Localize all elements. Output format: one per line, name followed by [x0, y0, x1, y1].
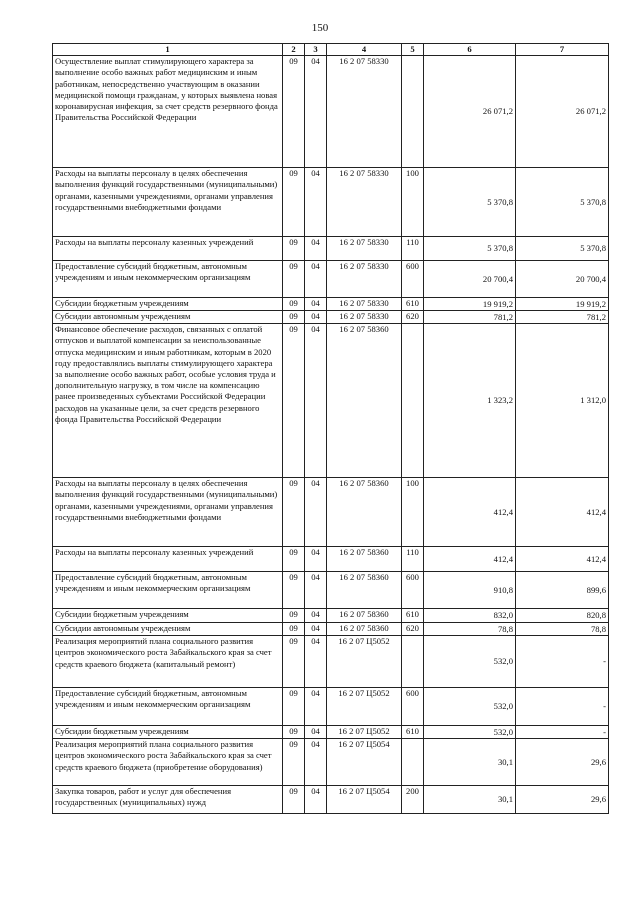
section-code: 09 — [283, 547, 305, 572]
expense-type-code: 100 — [402, 168, 424, 237]
target-article-code: 16 2 07 58330 — [327, 168, 402, 237]
item-name: Расходы на выплаты персоналу казенных учреждений — [53, 547, 283, 572]
target-article-code: 16 2 07 58360 — [327, 547, 402, 572]
table-body — [53, 56, 609, 814]
section-code: 09 — [283, 298, 305, 311]
target-article-code: 16 2 07 Ц5052 — [327, 688, 402, 726]
expense-type-code: 620 — [402, 623, 424, 636]
expense-type-code: 200 — [402, 786, 424, 814]
subsection-code: 04 — [305, 739, 327, 786]
amount-col7: 29,6 — [516, 739, 609, 786]
section-code: 09 — [283, 609, 305, 623]
expense-type-code: 100 — [402, 478, 424, 547]
amount-col7: 412,4 — [516, 478, 609, 547]
table-row — [53, 168, 609, 237]
column-header: 5 — [402, 44, 424, 56]
amount-col6: 532,0 — [424, 688, 516, 726]
amount-col7: 1 312,0 — [516, 324, 609, 478]
section-code: 09 — [283, 56, 305, 168]
table-row — [53, 572, 609, 609]
target-article-code: 16 2 07 Ц5052 — [327, 636, 402, 688]
amount-col6: 1 323,2 — [424, 324, 516, 478]
section-code: 09 — [283, 572, 305, 609]
table-row — [53, 478, 609, 547]
amount-col7: 29,6 — [516, 786, 609, 814]
item-name: Закупка товаров, работ и услуг для обеспечения государственных (муниципальных) нужд — [53, 786, 283, 814]
section-code: 09 — [283, 786, 305, 814]
item-name: Предоставление субсидий бюджетным, автономным учреждениям и иным некоммерческим организациям — [53, 572, 283, 609]
item-name: Осуществление выплат стимулирующего характера за выполнение особо важных работ медицинским и иным работникам, непосредственно участвующим в оказании медицинской помощи гражданам, у которых выявлена новая коронавирусная инфекция, за счет средств резервного фонда Правительства Российской Федерации — [53, 56, 283, 168]
table-row — [53, 726, 609, 739]
subsection-code: 04 — [305, 786, 327, 814]
expense-type-code: 610 — [402, 298, 424, 311]
expense-type-code — [402, 636, 424, 688]
expense-type-code — [402, 56, 424, 168]
amount-col6: 5 370,8 — [424, 168, 516, 237]
amount-col7: - — [516, 636, 609, 688]
expense-type-code: 620 — [402, 311, 424, 324]
amount-col6: 78,8 — [424, 623, 516, 636]
table-row — [53, 311, 609, 324]
subsection-code: 04 — [305, 609, 327, 623]
section-code: 09 — [283, 726, 305, 739]
table-row — [53, 786, 609, 814]
target-article-code: 16 2 07 Ц5054 — [327, 786, 402, 814]
amount-col6: 5 370,8 — [424, 237, 516, 261]
section-code: 09 — [283, 237, 305, 261]
item-name: Расходы на выплаты персоналу в целях обеспечения выполнения функций государственными (муниципальными) органами, казенными учреждениями, органами управления государственными внебюджетными фондами — [53, 168, 283, 237]
amount-col7: 20 700,4 — [516, 261, 609, 298]
amount-col7: 5 370,8 — [516, 168, 609, 237]
table-row — [53, 636, 609, 688]
item-name: Реализация мероприятий плана социального развития центров экономического роста Забайкальского края за счет средств краевого бюджета (приобретение оборудования) — [53, 739, 283, 786]
amount-col7: 26 071,2 — [516, 56, 609, 168]
subsection-code: 04 — [305, 56, 327, 168]
amount-col7: - — [516, 726, 609, 739]
amount-col6: 532,0 — [424, 726, 516, 739]
section-code: 09 — [283, 636, 305, 688]
subsection-code: 04 — [305, 636, 327, 688]
amount-col6: 412,4 — [424, 478, 516, 547]
subsection-code: 04 — [305, 168, 327, 237]
item-name: Субсидии бюджетным учреждениям — [53, 726, 283, 739]
section-code: 09 — [283, 623, 305, 636]
expense-type-code: 110 — [402, 547, 424, 572]
column-header: 7 — [516, 44, 609, 56]
target-article-code: 16 2 07 Ц5052 — [327, 726, 402, 739]
subsection-code: 04 — [305, 478, 327, 547]
table-row — [53, 56, 609, 168]
budget-table — [52, 43, 609, 814]
column-header: 2 — [283, 44, 305, 56]
amount-col6: 20 700,4 — [424, 261, 516, 298]
section-code: 09 — [283, 688, 305, 726]
column-header: 1 — [53, 44, 283, 56]
subsection-code: 04 — [305, 688, 327, 726]
target-article-code: 16 2 07 58360 — [327, 572, 402, 609]
item-name: Субсидии бюджетным учреждениям — [53, 298, 283, 311]
subsection-code: 04 — [305, 261, 327, 298]
item-name: Реализация мероприятий плана социального развития центров экономического роста Забайкальского края за счет средств краевого бюджета (капитальный ремонт) — [53, 636, 283, 688]
expense-type-code — [402, 324, 424, 478]
target-article-code: 16 2 07 58360 — [327, 324, 402, 478]
amount-col7: - — [516, 688, 609, 726]
expense-type-code: 600 — [402, 261, 424, 298]
amount-col6: 19 919,2 — [424, 298, 516, 311]
subsection-code: 04 — [305, 726, 327, 739]
target-article-code: 16 2 07 58330 — [327, 261, 402, 298]
amount-col7: 820,8 — [516, 609, 609, 623]
subsection-code: 04 — [305, 547, 327, 572]
amount-col6: 30,1 — [424, 786, 516, 814]
expense-type-code: 610 — [402, 609, 424, 623]
amount-col7: 781,2 — [516, 311, 609, 324]
target-article-code: 16 2 07 Ц5054 — [327, 739, 402, 786]
table-row — [53, 324, 609, 478]
column-header: 3 — [305, 44, 327, 56]
item-name: Предоставление субсидий бюджетным, автономным учреждениям и иным некоммерческим организациям — [53, 261, 283, 298]
amount-col7: 412,4 — [516, 547, 609, 572]
table-row — [53, 237, 609, 261]
subsection-code: 04 — [305, 311, 327, 324]
table-row — [53, 298, 609, 311]
amount-col6: 910,8 — [424, 572, 516, 609]
section-code: 09 — [283, 324, 305, 478]
column-header: 4 — [327, 44, 402, 56]
table-header-row — [53, 44, 609, 56]
item-name: Предоставление субсидий бюджетным, автономным учреждениям и иным некоммерческим организациям — [53, 688, 283, 726]
expense-type-code: 110 — [402, 237, 424, 261]
table-row — [53, 547, 609, 572]
section-code: 09 — [283, 168, 305, 237]
expense-type-code: 600 — [402, 572, 424, 609]
section-code: 09 — [283, 739, 305, 786]
expense-type-code — [402, 739, 424, 786]
amount-col6: 30,1 — [424, 739, 516, 786]
item-name: Субсидии автономным учреждениям — [53, 311, 283, 324]
target-article-code: 16 2 07 58330 — [327, 298, 402, 311]
subsection-code: 04 — [305, 237, 327, 261]
page-number: 150 — [311, 22, 329, 34]
target-article-code: 16 2 07 58360 — [327, 478, 402, 547]
amount-col6: 781,2 — [424, 311, 516, 324]
amount-col7: 899,6 — [516, 572, 609, 609]
amount-col7: 5 370,8 — [516, 237, 609, 261]
table-row — [53, 688, 609, 726]
subsection-code: 04 — [305, 324, 327, 478]
section-code: 09 — [283, 478, 305, 547]
table-row — [53, 609, 609, 623]
section-code: 09 — [283, 261, 305, 298]
column-header: 6 — [424, 44, 516, 56]
subsection-code: 04 — [305, 623, 327, 636]
amount-col6: 532,0 — [424, 636, 516, 688]
table-row — [53, 739, 609, 786]
expense-type-code: 600 — [402, 688, 424, 726]
item-name: Субсидии автономным учреждениям — [53, 623, 283, 636]
amount-col6: 412,4 — [424, 547, 516, 572]
subsection-code: 04 — [305, 572, 327, 609]
item-name: Расходы на выплаты персоналу казенных учреждений — [53, 237, 283, 261]
item-name: Субсидии бюджетным учреждениям — [53, 609, 283, 623]
target-article-code: 16 2 07 58360 — [327, 609, 402, 623]
target-article-code: 16 2 07 58330 — [327, 56, 402, 168]
subsection-code: 04 — [305, 298, 327, 311]
item-name: Финансовое обеспечение расходов, связанных с оплатой отпусков и выплатой компенсации за неиспользованные отпуска медицинским и иным работникам, которым в 2020 году предоставлялись выплаты стимулирующего характера за выполнение особо важных работ, особые условия труда и дополнительную нагрузку, в том числе на компенсацию ранее произведенных субъектами Российской Федерации расходов на указанные цели, за счет средств резервного фонда Правительства Российской Федерации — [53, 324, 283, 478]
amount-col6: 26 071,2 — [424, 56, 516, 168]
section-code: 09 — [283, 311, 305, 324]
amount-col7: 19 919,2 — [516, 298, 609, 311]
target-article-code: 16 2 07 58330 — [327, 237, 402, 261]
amount-col7: 78,8 — [516, 623, 609, 636]
item-name: Расходы на выплаты персоналу в целях обеспечения выполнения функций государственными (муниципальными) органами, казенными учреждениями, органами управления государственными внебюджетными фондами — [53, 478, 283, 547]
target-article-code: 16 2 07 58330 — [327, 311, 402, 324]
target-article-code: 16 2 07 58360 — [327, 623, 402, 636]
table-row — [53, 623, 609, 636]
amount-col6: 832,0 — [424, 609, 516, 623]
table-row — [53, 261, 609, 298]
expense-type-code: 610 — [402, 726, 424, 739]
